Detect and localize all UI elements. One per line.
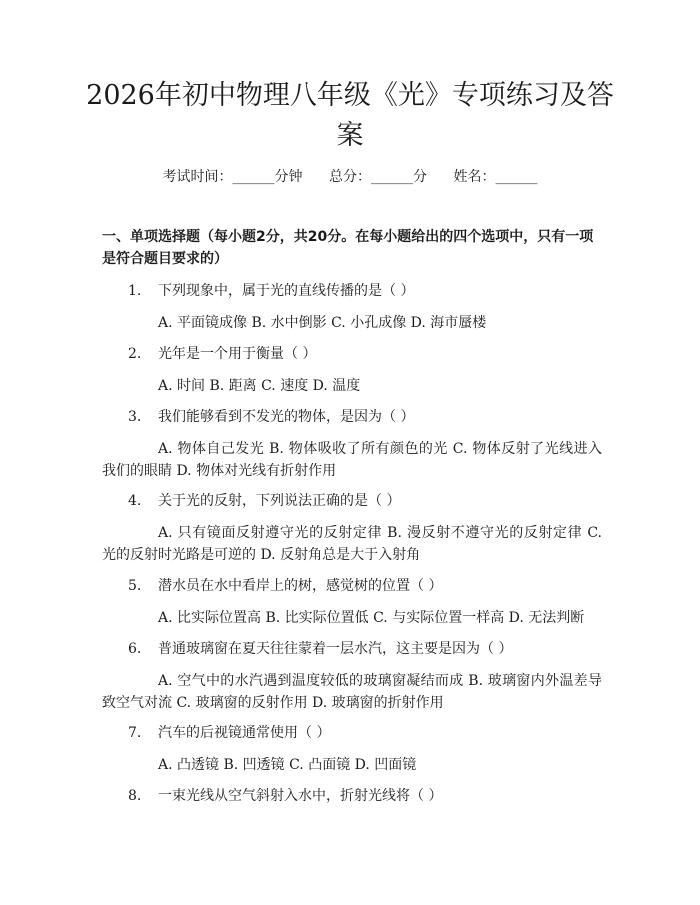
exam-info-line — [60, 166, 640, 188]
question-stem: 汽车的后视镜通常使用（ ） — [158, 725, 331, 741]
question-options: A. 只有镜面反射遵守光的反射定律 B. 漫反射不遵守光的反射定律 C. 光的反射时光路是可逆的 D. 反射角总是大于入射角 — [102, 525, 602, 563]
total-score-unit: 分 — [413, 169, 427, 185]
question-stem: 关于光的反射，下列说法正确的是（ ） — [158, 493, 401, 509]
question-options: A. 时间 B. 距离 C. 速度 D. 温度 — [158, 378, 361, 394]
student-name-blank: ______ — [495, 169, 538, 185]
question-stem: 一束光线从空气斜射入水中，折射光线将（ ） — [158, 788, 443, 804]
question-item — [102, 280, 602, 334]
exam-time-blank: ______ — [232, 169, 275, 185]
question-stem: 普通玻璃窗在夏天往往蒙着一层水汽，这主要是因为（ ） — [158, 641, 513, 657]
question-item — [102, 406, 602, 482]
question-item — [102, 638, 602, 714]
question-number: 2. — [128, 346, 142, 362]
question-number: 4. — [128, 493, 142, 509]
question-options: A. 空气中的水汽遇到温度较低的玻璃窗凝结而成 B. 玻璃窗内外温差导致空气对流 C. 玻璃窗的反射作用 D. 玻璃窗的折射作用 — [102, 673, 602, 711]
question-options: A. 凸透镜 B. 凹透镜 C. 凸面镜 D. 凹面镜 — [158, 757, 417, 773]
question-item — [102, 490, 602, 566]
question-stem: 潜水员在水中看岸上的树，感觉树的位置（ ） — [158, 578, 443, 594]
question-number: 1. — [128, 283, 142, 299]
question-stem: 我们能够看到不发光的物体，是因为（ ） — [158, 409, 415, 425]
question-number: 8. — [128, 788, 142, 804]
question-stem: 光年是一个用于衡量（ ） — [158, 346, 317, 362]
total-score-label: 总分： — [329, 169, 371, 185]
section-heading: 一、单项选择题（每小题2分，共20分。在每小题给出的四个选项中，只有一项是符合题目要求的） — [102, 229, 594, 267]
question-number: 5. — [128, 578, 142, 594]
question-number: 3. — [128, 409, 142, 425]
student-name-label: 姓名： — [453, 169, 496, 185]
total-score-blank: ______ — [371, 169, 413, 185]
question-options: A. 平面镜成像 B. 水中倒影 C. 小孔成像 D. 海市蜃楼 — [158, 315, 487, 331]
question-item — [102, 785, 602, 807]
question-options: A. 比实际位置高 B. 比实际位置低 C. 与实际位置一样高 D. 无法判断 — [158, 610, 585, 626]
question-number: 6. — [128, 641, 142, 657]
document-title: 2026年初中物理八年级《光》专项练习及答案 — [86, 80, 614, 151]
question-options: A. 物体自己发光 B. 物体吸收了所有颜色的光 C. 物体反射了光线进入我们的眼睛 D. 物体对光线有折射作用 — [102, 441, 602, 479]
exam-time-unit: 分钟 — [274, 169, 303, 185]
question-item — [102, 575, 602, 629]
question-stem: 下列现象中，属于光的直线传播的是（ ） — [158, 283, 415, 299]
question-item — [102, 722, 602, 776]
question-item — [102, 343, 602, 397]
exam-time-label: 考试时间： — [162, 169, 233, 185]
question-number: 7. — [128, 725, 142, 741]
